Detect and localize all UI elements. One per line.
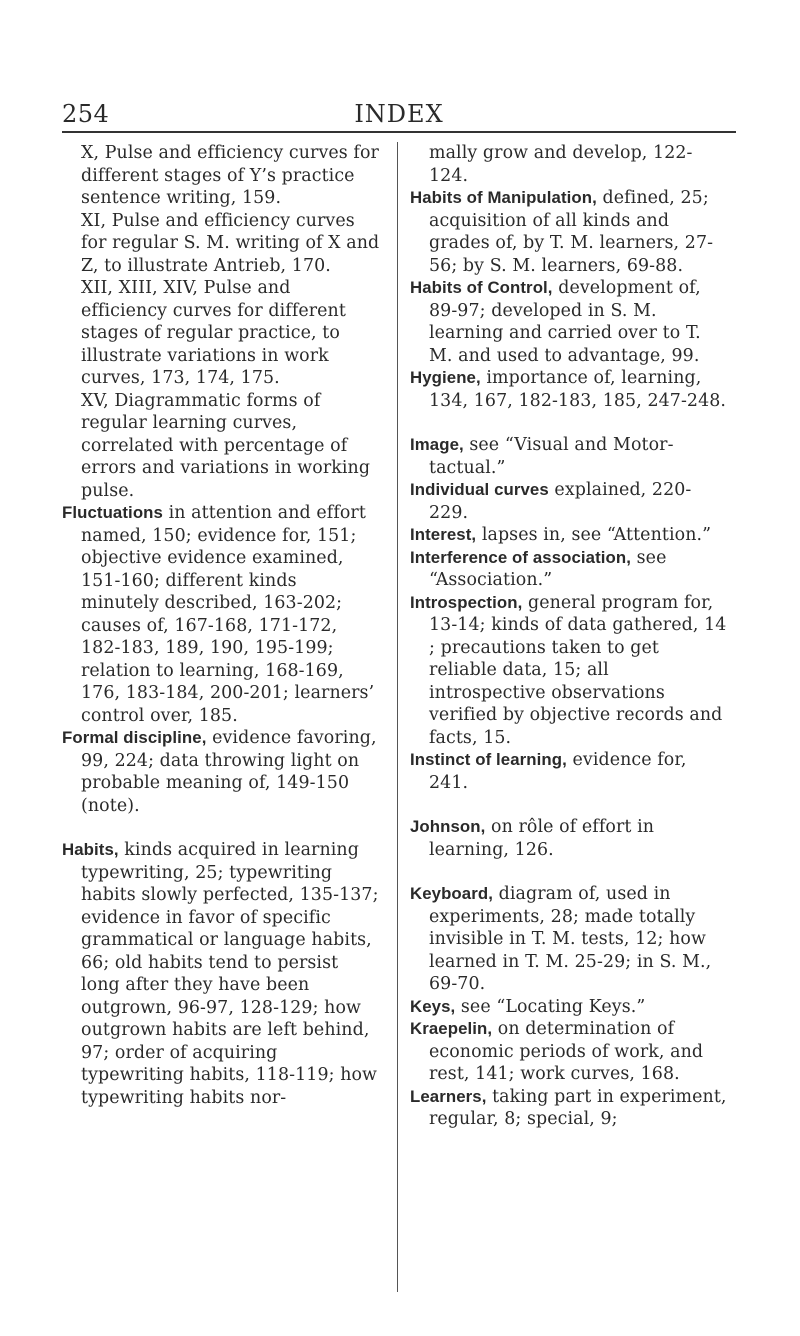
- entry-text: explained, 220-229.: [429, 480, 692, 523]
- entry-term: Interference of association,: [410, 547, 632, 567]
- entry-text: XV, Diagrammatic forms of regular learning curves, correlated with percentage of errors and variations in working pulse.: [81, 390, 371, 501]
- index-entry: [62, 210, 380, 278]
- entry-text: importance of, learning, 134, 167, 182-183, 185, 247-248.: [429, 368, 727, 411]
- index-entry: [410, 524, 728, 547]
- entry-term: Learners,: [410, 1086, 487, 1106]
- entry-term: Image,: [410, 435, 464, 454]
- entry-text: development of, 89-97; developed in S. M. learning and carried over to T. M. and used to advantage, 99.: [429, 278, 701, 366]
- index-entry: [410, 187, 728, 277]
- entry-term: Johnson,: [410, 817, 486, 836]
- entry-term: Habits of Control,: [410, 278, 553, 297]
- index-entry: [62, 502, 380, 727]
- entry-text: XII, XIII, XIV, Pulse and efficiency curves for different stages of regular practice, to illustrate variations in work curves, 173, 174, 175.: [81, 278, 346, 388]
- index-entry: [410, 547, 728, 592]
- entry-text: lapses in, see “Attention.”: [476, 525, 712, 545]
- entry-text: evidence favoring, 99, 224; data throwing light on probable meaning of, 149-150 (note).: [81, 728, 377, 816]
- header-rule: [62, 131, 736, 133]
- entry-text: general program for, 13-14; kinds of data gathered, 14 ; precautions taken to get reliable data, 15; all introspective observations verified by objective records and facts, 15.: [429, 592, 727, 748]
- entry-term: Keys,: [410, 996, 456, 1016]
- entry-text: X, Pulse and efficiency curves for different stages of Y’s practice sentence writing, 159.: [81, 143, 379, 208]
- entry-term: Kraepelin,: [410, 1019, 493, 1038]
- entry-term: Instinct of learning,: [410, 750, 567, 769]
- index-entry: [410, 592, 728, 750]
- entry-text: see “Association.”: [429, 547, 667, 590]
- index-column-left: [62, 142, 380, 1109]
- entry-text: kinds acquired in learning typewriting, 25; typewriting habits slowly perfected, 135-137; evidence in favor of specific grammatical or language habits, 66; old habits tend to persist long after they have been outgrown, 96-97, 128-129; how outgrown habits are left behind, 97; order of acquiring typewriting habits, 118-119; how typewriting habits nor-: [81, 840, 379, 1108]
- entry-term: Habits of Manipulation,: [410, 188, 597, 207]
- index-entry: [410, 883, 728, 996]
- entry-term: Fluctuations: [62, 503, 163, 522]
- column-divider: [397, 142, 398, 1292]
- index-entry: [62, 839, 380, 1109]
- entry-term: Formal discipline,: [62, 728, 207, 747]
- index-entry: [410, 1086, 728, 1131]
- entry-text: on determination of economic periods of work, and rest, 141; work curves, 168.: [429, 1019, 704, 1084]
- entry-text: taking part in experiment, regular, 8; special, 9;: [429, 1086, 727, 1129]
- page-number: 254: [62, 100, 110, 128]
- entry-text: defined, 25; acquisition of all kinds and grades of, by T. M. learners, 27-56; by S. M. learners, 69-88.: [429, 188, 714, 276]
- index-entry: [62, 390, 380, 503]
- entry-term: Interest,: [410, 525, 477, 544]
- index-entry: [410, 142, 728, 187]
- index-entry: [62, 142, 380, 210]
- index-entry: [410, 816, 728, 861]
- entry-text: on rôle of effort in learning, 126.: [429, 817, 655, 860]
- index-entry: [410, 479, 728, 524]
- entry-term: Habits,: [62, 840, 119, 859]
- entry-term: Introspection,: [410, 592, 523, 612]
- index-entry: [410, 1018, 728, 1086]
- entry-text: evidence for, 241.: [429, 750, 687, 793]
- index-column-right: [410, 142, 728, 1131]
- entry-term: Keyboard,: [410, 884, 493, 903]
- page-title: INDEX: [354, 100, 444, 128]
- index-entry: [410, 434, 728, 479]
- entry-text: diagram of, used in experiments, 28; made totally invisible in T. M. tests, 12; how learned in T. M. 25-29; in S. M., 69-70.: [429, 884, 712, 994]
- entry-text: in attention and effort named, 150; evidence for, 151; objective evidence examined, 151-160; different kinds minutely described, 163-202; causes of, 167-168, 171-172, 182-183, 189, 190, 195-199; relation to learning, 168-169, 176, 183-184, 200-201; learners’ control over, 185.: [81, 503, 375, 726]
- entry-term: Individual curves: [410, 480, 549, 499]
- entry-term: Hygiene,: [410, 368, 481, 387]
- index-entry: [62, 727, 380, 817]
- entry-text: see “Visual and Motor-tactual.”: [429, 435, 674, 478]
- index-entry: [410, 749, 728, 794]
- entry-text: XI, Pulse and efficiency curves for regular S. M. writing of X and Z, to illustrate Antrieb, 170.: [81, 210, 380, 276]
- index-entry: [62, 277, 380, 390]
- entry-text: see “Locating Keys.”: [455, 996, 646, 1017]
- entry-text: mally grow and develop, 122-124.: [429, 143, 693, 186]
- index-entry: [410, 367, 728, 412]
- index-entry: [410, 277, 728, 367]
- index-entry: [410, 996, 728, 1019]
